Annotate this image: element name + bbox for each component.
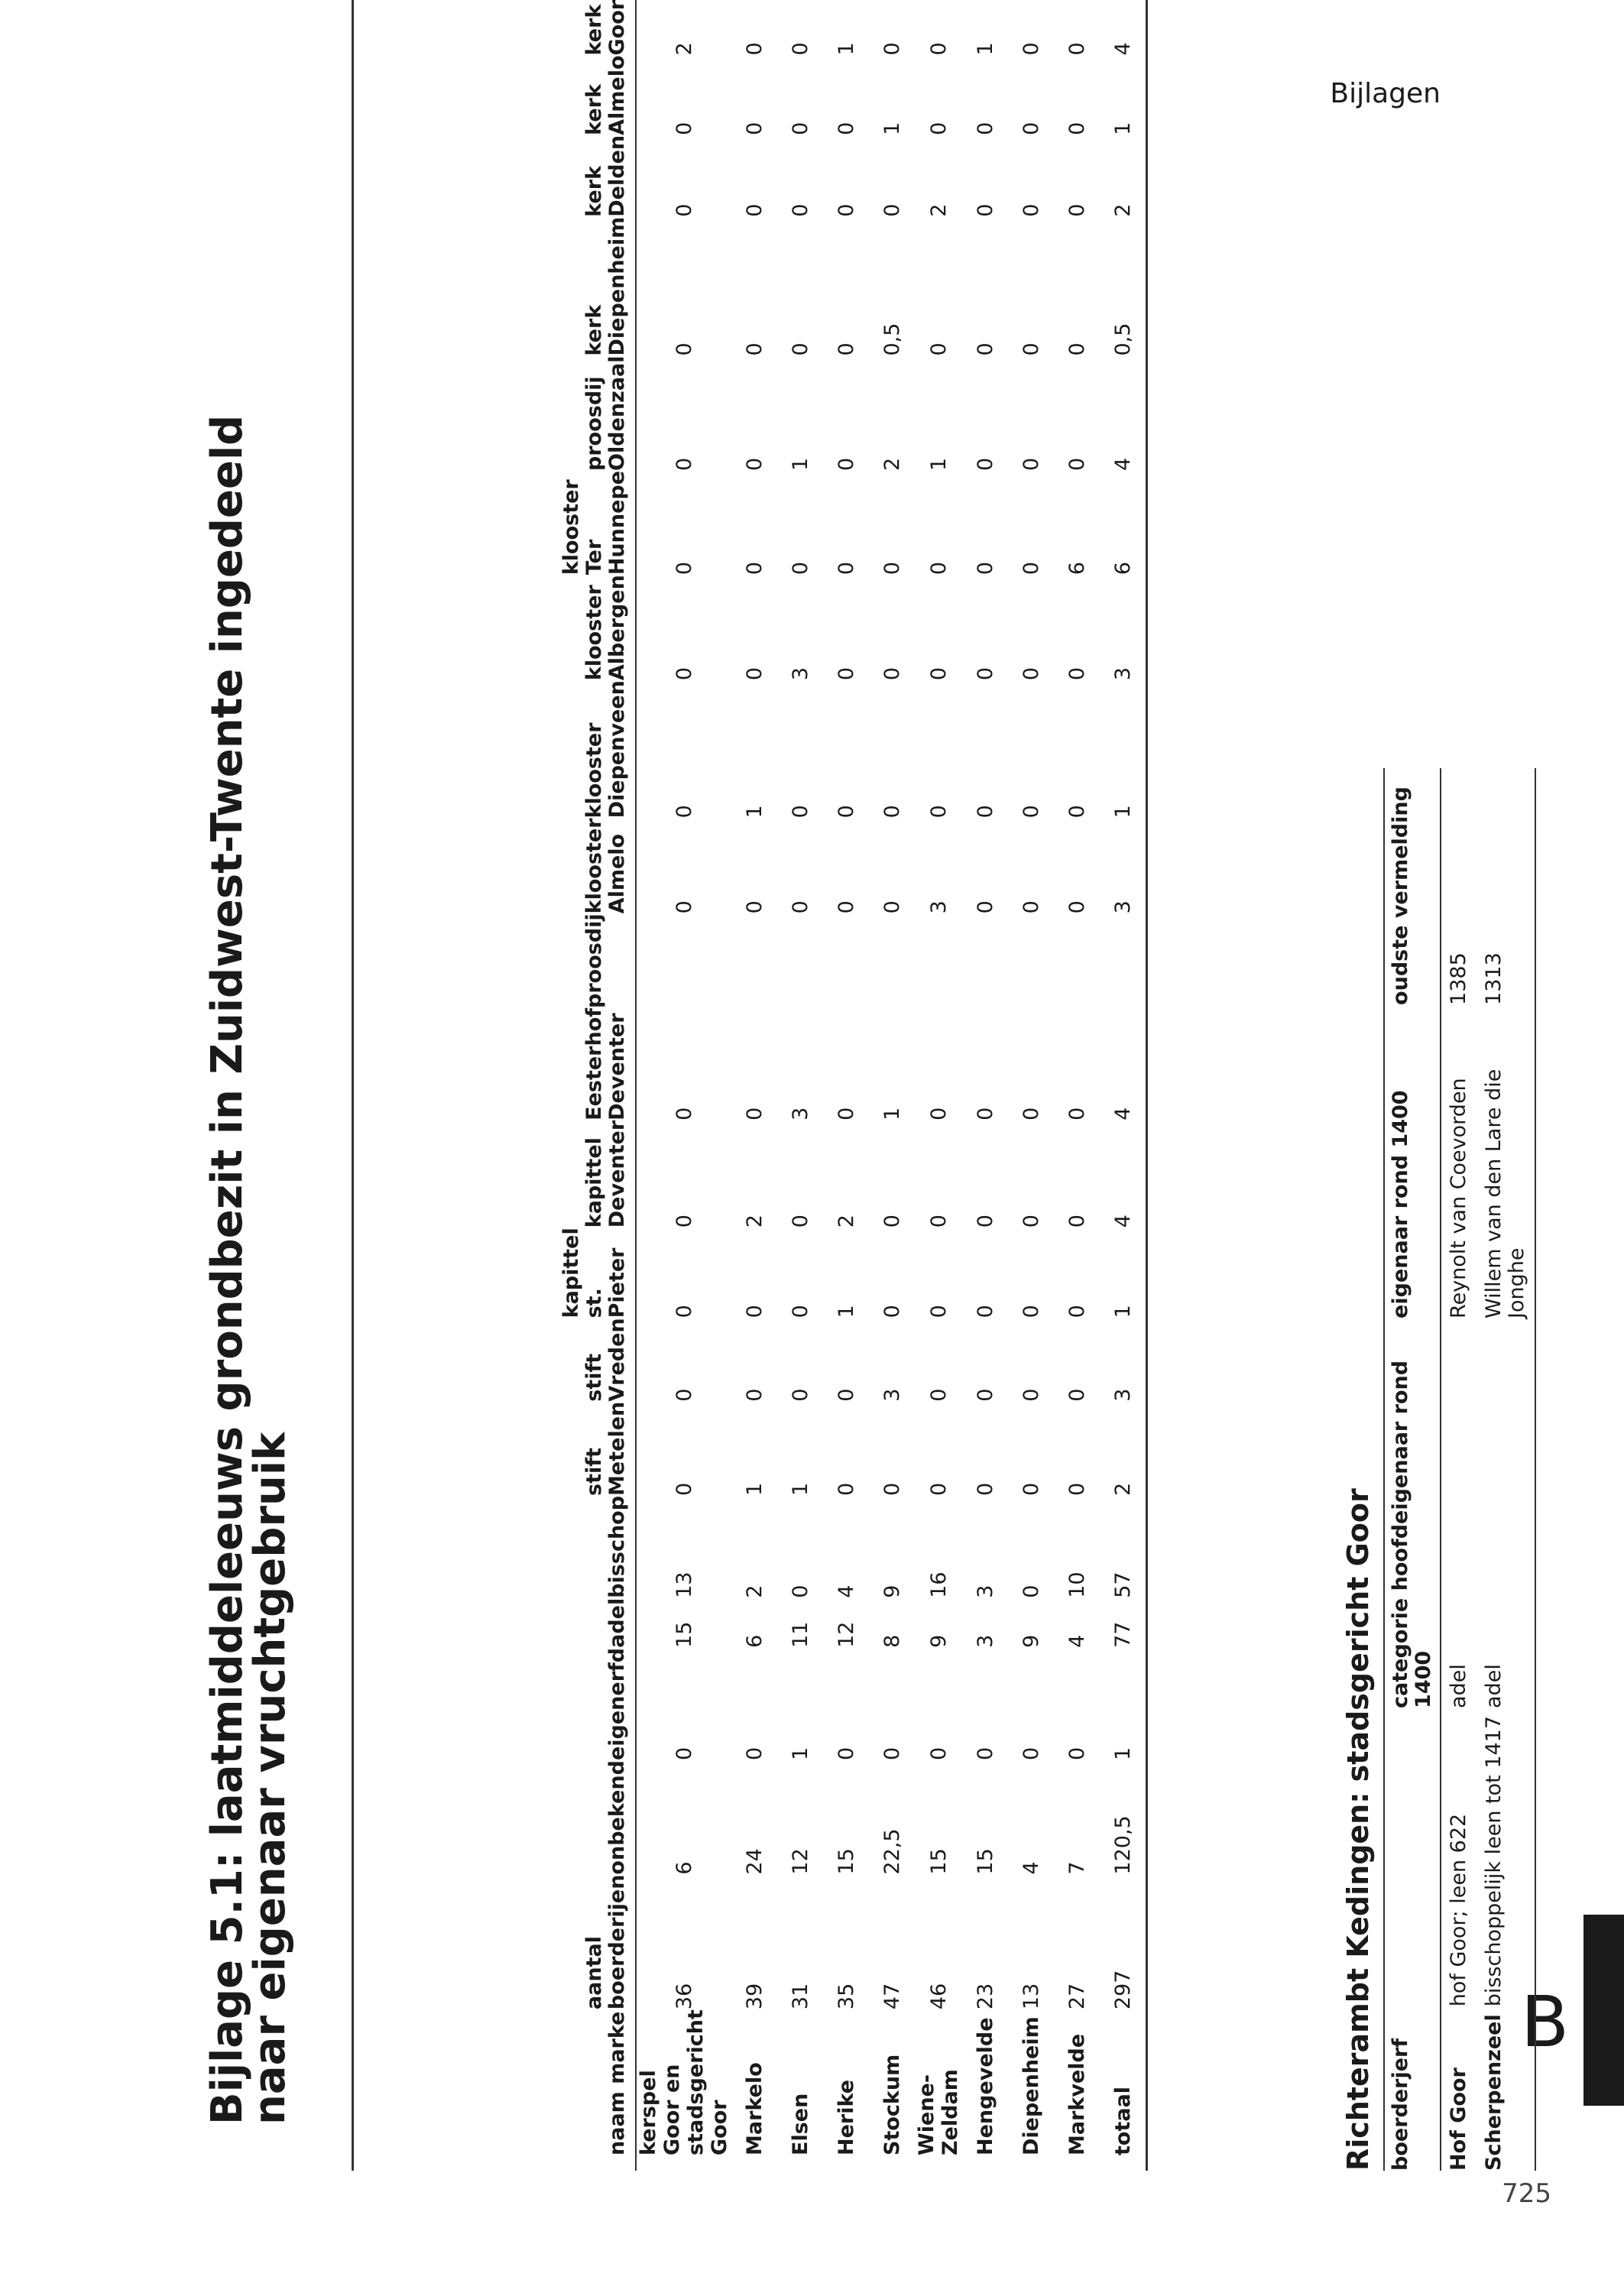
table-cell: adel: [1447, 1664, 1470, 1708]
table-cell: 0: [834, 203, 858, 217]
table-cell: 0,5: [1110, 323, 1135, 356]
table-cell: 6: [742, 1634, 767, 1648]
table-cell: 0: [926, 1747, 951, 1761]
table-cell: 22,5: [880, 1828, 904, 1875]
column-header-label: kapittel Deventer: [582, 1120, 629, 1228]
table-cell: 3: [926, 900, 951, 914]
table-cell: 0: [880, 900, 904, 914]
table-cell: 15: [834, 1848, 858, 1875]
table-cell: 2: [742, 1584, 767, 1598]
table-cell: 0: [672, 1482, 696, 1496]
table-cell: 12: [834, 1621, 858, 1648]
table-row: [962, 0, 1008, 2171]
column-header: [353, 1760, 637, 1875]
table-cell: 6: [1110, 561, 1135, 576]
table-cell: 1: [1110, 805, 1135, 819]
table-cell: 0: [1019, 1305, 1043, 1318]
table-cell: 0: [1019, 122, 1043, 135]
table-cell: 0: [926, 805, 951, 819]
table-cell: 0: [926, 1388, 951, 1402]
table-cell: 0: [1019, 1107, 1043, 1121]
table-cell: 2: [1110, 203, 1135, 217]
table-cell: 3: [1110, 666, 1135, 681]
column-header-label: kerk Delden: [582, 135, 629, 217]
column-header-label: klooster Ter Hunnepe: [559, 470, 629, 576]
table-cell: 0: [1065, 1482, 1089, 1496]
table-cell: 0: [880, 1482, 904, 1496]
running-head: Bijlagen: [1330, 78, 1441, 109]
table-cell: 0: [973, 457, 997, 471]
table-cell: 3: [788, 1107, 812, 1121]
row-label: Scherpenzeel: [1482, 2014, 1506, 2171]
table-cell: 0: [926, 666, 951, 681]
table-cell: 0: [1019, 561, 1043, 576]
table-cell: Reynolt van Coevorden: [1447, 1078, 1470, 1318]
table-cell: 3: [1110, 1388, 1135, 1402]
column-header: eigenaar rond 1400: [1384, 1005, 1441, 1318]
table-cell: 0: [672, 900, 696, 914]
table-cell: 13: [1019, 1983, 1043, 2010]
column-header-label: eigenerfd: [605, 1647, 629, 1761]
table-row: [1441, 768, 1477, 2171]
table-cell: 1: [973, 42, 997, 56]
table-cell: 0: [834, 666, 858, 681]
table-cell: 27: [1065, 1983, 1089, 2010]
row-label: Markelo: [742, 2062, 767, 2155]
row-label: Wiene-Zeldam: [915, 2069, 962, 2155]
table-cell: 77: [1110, 1621, 1135, 1648]
table-cell: 0: [834, 342, 858, 356]
column-header: [353, 471, 637, 575]
column-header-label: kapittel st. Pieter: [559, 1228, 629, 1318]
table-cell: 0: [880, 1747, 904, 1761]
table-cell: adel: [1482, 1664, 1506, 1708]
column-header: [353, 913, 637, 1121]
table-header-row: [1384, 768, 1441, 2171]
table-cell: 0: [1065, 1107, 1089, 1121]
column-header: [353, 1402, 637, 1496]
table-row: [1008, 0, 1054, 2171]
table-cell: 0: [926, 42, 951, 56]
table-cell: 0: [926, 1107, 951, 1121]
column-header-label: kerk Goor: [582, 0, 629, 56]
table-cell: 0: [672, 805, 696, 819]
table-cell: 4: [834, 1584, 858, 1598]
table-cell: 0: [834, 1388, 858, 1402]
table-cell: 31: [788, 1983, 812, 2010]
table-cell: 0: [1065, 122, 1089, 135]
column-header: [353, 1318, 637, 1401]
table-cell: 0: [672, 1388, 696, 1402]
row-label: Hof Goor: [1447, 2068, 1470, 2171]
table-cell: 0: [788, 1388, 812, 1402]
table-cell: 0: [1019, 42, 1043, 56]
table-cell: 4: [1019, 1861, 1043, 1875]
table-cell: 8: [880, 1634, 904, 1648]
table-cell: 0: [973, 122, 997, 135]
table-cell: 0: [1019, 900, 1043, 914]
column-header: [353, 356, 637, 471]
table-cell: 0: [973, 203, 997, 217]
table-cell: 0: [973, 1107, 997, 1121]
table-cell: 0: [1019, 805, 1043, 819]
row-label: Diepenheim: [1019, 2016, 1043, 2155]
table-cell: 1: [788, 1747, 812, 1761]
table-cell: 0: [880, 561, 904, 576]
table-cell: 46: [926, 1983, 951, 2010]
table-cell: 0: [880, 203, 904, 217]
table-row: [1477, 768, 1535, 2171]
table-cell: 9: [1019, 1634, 1043, 1648]
table-cell: 0: [742, 1388, 767, 1402]
row-label: kerspel Goor en stadsgericht Goor: [637, 2009, 731, 2155]
table-cell: 15: [672, 1621, 696, 1648]
table-cell: 0: [1065, 1388, 1089, 1402]
column-header: [353, 217, 637, 356]
table-cell: 1: [880, 1107, 904, 1121]
table-cell: 0: [742, 203, 767, 217]
column-header-label: bisschop: [605, 1495, 629, 1598]
column-header-label: aantal boerderijen: [582, 1874, 629, 2010]
table-cell: 0: [1019, 1584, 1043, 1598]
table-cell: 0: [788, 1584, 812, 1598]
table-cell: 35: [834, 1983, 858, 2010]
table-row: [823, 0, 869, 2171]
table-cell: 0: [926, 122, 951, 135]
table-cell: 6: [1065, 561, 1089, 576]
table-cell: 0: [742, 900, 767, 914]
table-cell: 0: [1065, 42, 1089, 56]
table-cell: 3: [880, 1388, 904, 1402]
table-cell: 0: [834, 1747, 858, 1761]
table-cell: 47: [880, 1983, 904, 2010]
table-cell: 0: [1065, 805, 1089, 819]
table-cell: 1: [742, 1482, 767, 1496]
table-cell: 1: [834, 42, 858, 56]
column-header: oudste vermelding: [1384, 768, 1441, 1005]
table-cell: Willem van den Lare die Jonghe: [1482, 1069, 1528, 1318]
column-header: [353, 1496, 637, 1598]
table-cell: 0: [788, 1305, 812, 1318]
section-letter: B: [1521, 1981, 1570, 2063]
table-cell: 7: [1065, 1861, 1089, 1875]
table-cell: 0: [742, 666, 767, 681]
page-title: Bijlage 5.1: laatmiddeleeuws grondbezit in Zuidwest-Twente ingedeeld naar eigenaar vruchtgebruik: [203, 414, 295, 2125]
table-cell: 0: [880, 666, 904, 681]
table-cell: 0: [1065, 666, 1089, 681]
table-cell: 0: [672, 561, 696, 576]
table-cell: 0: [788, 900, 812, 914]
column-header: [353, 1875, 637, 2010]
table-cell: 0: [742, 1305, 767, 1318]
table-cell: 1: [926, 457, 951, 471]
table-cell: 0: [742, 1747, 767, 1761]
table-cell: 1: [1110, 122, 1135, 135]
table-cell: 2: [1110, 1482, 1135, 1496]
table-cell: 3: [973, 1634, 997, 1648]
table-cell: 1: [742, 805, 767, 819]
table-cell: 0: [788, 342, 812, 356]
column-header: [353, 818, 637, 913]
column-header: [353, 575, 637, 680]
table-cell: 0: [834, 805, 858, 819]
column-header-label: proosdij Oldenzaal: [582, 355, 629, 471]
table-cell: 0: [742, 561, 767, 576]
column-header: boerderjerf: [1384, 1708, 1441, 2171]
section-heading: Richterambt Kedingen: stadsgericht Goor: [1341, 1488, 1375, 2171]
table-cell: 2: [834, 1215, 858, 1228]
table-cell: 0: [672, 1107, 696, 1121]
table-cell: 0: [973, 561, 997, 576]
table-cell: 0: [880, 805, 904, 819]
table-cell: 0: [788, 561, 812, 576]
page-number: 725: [1502, 2178, 1551, 2209]
table-cell: 0: [1019, 203, 1043, 217]
table-cell: 10: [1065, 1571, 1089, 1598]
column-header: [353, 0, 637, 55]
table-cell: 0: [880, 42, 904, 56]
table-cell: 0: [926, 342, 951, 356]
column-header-label: adel: [605, 1597, 629, 1648]
table-cell: 0: [672, 203, 696, 217]
table-cell: 0: [1019, 1388, 1043, 1402]
table-cell: 0: [926, 1215, 951, 1228]
table-cell: 1: [788, 1482, 812, 1496]
table-cell: 0: [1019, 457, 1043, 471]
table-cell: 0: [788, 1215, 812, 1228]
table-cell: 13: [672, 1571, 696, 1598]
table-row: [915, 0, 962, 2171]
table-cell: 4: [1110, 42, 1135, 56]
table-cell: 12: [788, 1848, 812, 1875]
row-label: Elsen: [788, 2093, 812, 2155]
farm-table: [1383, 768, 1536, 2171]
table-cell: 0: [973, 1747, 997, 1761]
row-label: totaal: [1110, 2086, 1135, 2155]
column-header: [353, 1648, 637, 1760]
table-cell: 1: [1110, 1747, 1135, 1761]
table-cell: 0: [973, 805, 997, 819]
table-cell: 0: [742, 122, 767, 135]
table-cell: 0: [1065, 1747, 1089, 1761]
table-cell: 0: [742, 457, 767, 471]
table-cell: 0: [973, 1482, 997, 1496]
table-cell: 11: [788, 1621, 812, 1648]
column-header: categorie hoofdeigenaar rond 1400: [1384, 1318, 1441, 1708]
table-cell: 15: [973, 1848, 997, 1875]
column-header-label: stift Metelen: [582, 1401, 629, 1496]
table-cell: 0: [788, 122, 812, 135]
table-cell: 0: [672, 122, 696, 135]
table-cell: 297: [1110, 1970, 1135, 2010]
table-cell: 0: [880, 1305, 904, 1318]
table-cell: 0: [973, 666, 997, 681]
table-cell: 0: [788, 42, 812, 56]
column-header: [353, 1228, 637, 1318]
table-cell: 0: [1065, 900, 1089, 914]
table-cell: hof Goor; leen 622: [1447, 1813, 1470, 2007]
table-cell: 0: [1065, 342, 1089, 356]
table-cell: 0: [926, 1482, 951, 1496]
table-cell: 1: [880, 122, 904, 135]
table-cell: 23: [973, 1983, 997, 2010]
table-cell: 1313: [1482, 952, 1506, 1005]
table-cell: 15: [926, 1848, 951, 1875]
table-row: [1054, 0, 1100, 2171]
table-cell: 0,5: [880, 323, 904, 356]
table-cell: 0: [672, 1747, 696, 1761]
row-label: Herike: [834, 2079, 858, 2155]
table-cell: 9: [926, 1634, 951, 1648]
table-cell: 4: [1110, 457, 1135, 471]
table-cell: 0: [1019, 1482, 1043, 1496]
table-cell: 2: [672, 42, 696, 56]
table-cell: 3: [1110, 900, 1135, 914]
table-cell: 0: [1065, 203, 1089, 217]
table-cell: 0: [672, 1305, 696, 1318]
table-cell: 16: [926, 1571, 951, 1598]
row-label: Stockum: [880, 2054, 904, 2155]
table-cell: 2: [742, 1215, 767, 1228]
table-cell: 0: [672, 666, 696, 681]
column-header-label: kerk Diepenheim: [582, 216, 629, 356]
column-header: [353, 680, 637, 818]
column-header-label: stift Vreden: [582, 1318, 629, 1402]
table-cell: 0: [672, 1215, 696, 1228]
table-cell: 0: [973, 342, 997, 356]
table-cell: 0: [880, 1215, 904, 1228]
table-cell: 0: [788, 203, 812, 217]
column-header: [353, 135, 637, 217]
table-cell: 0: [834, 1482, 858, 1496]
table-cell: 0: [834, 900, 858, 914]
table-cell: 0: [973, 1388, 997, 1402]
table-row: [777, 0, 823, 2171]
table-cell: 1: [788, 457, 812, 471]
table-cell: 2: [926, 203, 951, 217]
table-cell: 39: [742, 1983, 767, 2010]
table-cell: 0: [1065, 457, 1089, 471]
table-cell: 3: [788, 666, 812, 681]
table-cell: 0: [1019, 666, 1043, 681]
table-cell: 4: [1110, 1215, 1135, 1228]
table-cell: 0: [742, 342, 767, 356]
ownership-table: [352, 0, 1148, 2171]
table-cell: 0: [742, 42, 767, 56]
table-cell: 0: [742, 1107, 767, 1121]
column-header: [353, 1598, 637, 1648]
table-cell: 0: [1065, 1215, 1089, 1228]
table-cell: 0: [926, 1305, 951, 1318]
table-cell: 120,5: [1110, 1815, 1135, 1875]
table-cell: 3: [973, 1584, 997, 1598]
table-row: [1100, 0, 1147, 2171]
table-cell: 0: [973, 1215, 997, 1228]
table-row: [731, 0, 777, 2171]
table-cell: 0: [834, 1107, 858, 1121]
table-cell: 1385: [1447, 952, 1470, 1005]
table-cell: 36: [672, 1983, 696, 2010]
row-label: Markvelde: [1065, 2033, 1089, 2155]
column-header: [353, 55, 637, 135]
row-label: Hengevelde: [973, 2017, 997, 2155]
column-header-label: klooster Diepenveen: [582, 680, 629, 819]
column-header-label: klooster Almelo: [582, 818, 629, 914]
table-cell: 0: [834, 561, 858, 576]
column-header-label: klooster Albergen: [582, 575, 629, 681]
column-header: naam marke: [353, 2009, 637, 2171]
table-row: [636, 0, 731, 2171]
table-cell: 0: [672, 342, 696, 356]
column-header-label: Eesterhofproosdij Deventer: [582, 913, 629, 1121]
table-cell: 0: [834, 457, 858, 471]
table-cell: 0: [672, 457, 696, 471]
table-cell: 0: [834, 122, 858, 135]
table-cell: 24: [742, 1848, 767, 1875]
table-cell: 6: [672, 1861, 696, 1875]
table-cell: 2: [880, 457, 904, 471]
table-cell: 4: [1110, 1107, 1135, 1121]
table-header-row: [353, 0, 637, 2171]
column-header: [353, 1121, 637, 1228]
table-cell: 1: [1110, 1305, 1135, 1318]
section-tab: [1583, 1915, 1624, 2106]
table-cell: 57: [1110, 1571, 1135, 1598]
table-cell: 0: [973, 900, 997, 914]
table-cell: 1: [834, 1305, 858, 1318]
table-row: [869, 0, 915, 2171]
table-cell: 0: [1019, 1215, 1043, 1228]
table-cell: 0: [788, 805, 812, 819]
column-header-label: kerk Almelo: [582, 55, 629, 135]
table-cell: 0: [1019, 342, 1043, 356]
table-cell: 0: [973, 1305, 997, 1318]
table-cell: bisschoppelijk leen tot 1417: [1482, 1715, 1506, 2007]
table-cell: 0: [1065, 1305, 1089, 1318]
table-cell: 4: [1065, 1634, 1089, 1648]
table-cell: 9: [880, 1584, 904, 1598]
table-cell: 0: [1019, 1747, 1043, 1761]
column-header-label: onbekend: [605, 1760, 629, 1875]
table-cell: 0: [926, 561, 951, 576]
